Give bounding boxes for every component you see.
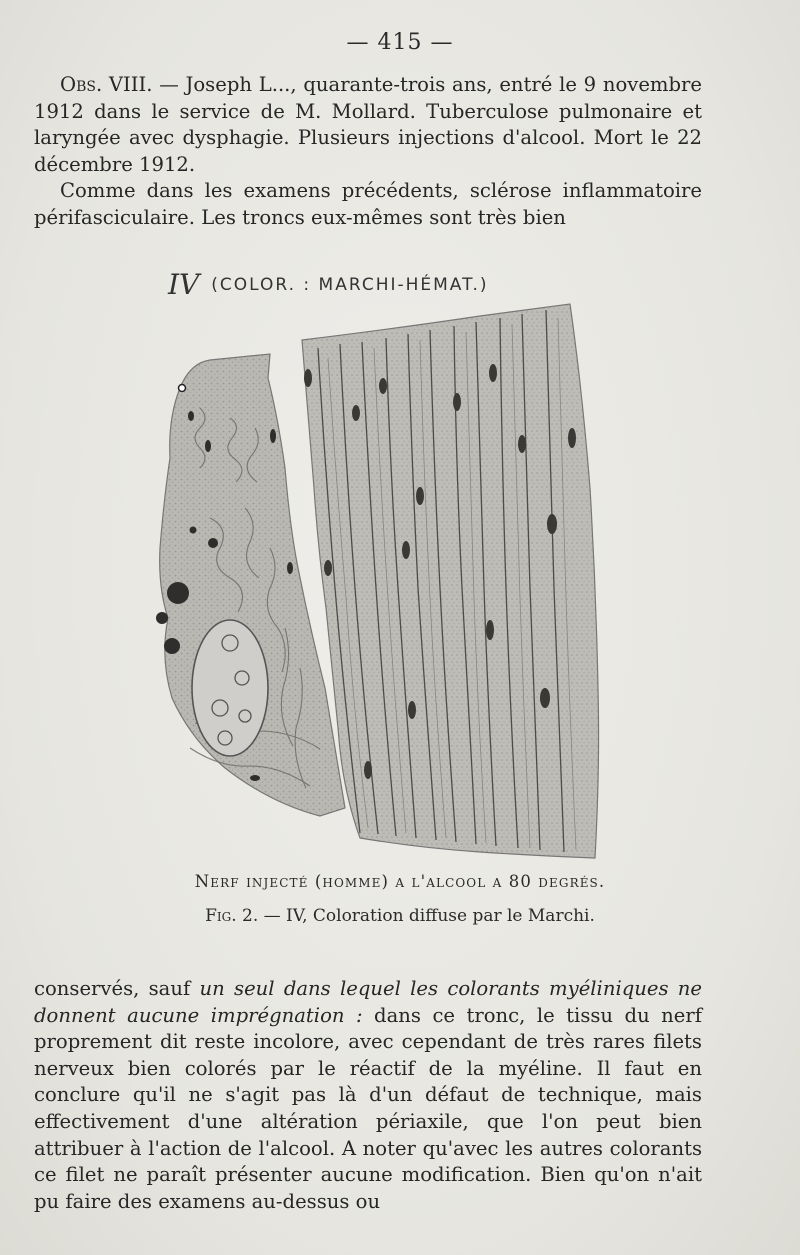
paragraph-observation <box>34 72 702 178</box>
figure-number: Fig. 2. <box>205 906 259 926</box>
paragraph-conserves-start: conservés, sauf <box>34 977 200 1000</box>
cyst-outline <box>192 620 268 756</box>
bottom-text-block <box>34 976 702 1215</box>
observation-text: — Joseph L..., quarante-trois ans, entré le 9 novembre 1912 dans le service de M. Mollard. Tuberculose pulmonaire et laryngée avec dysphagie. Plusieurs injections d'alcool. Mort le 22 décembre 1912. <box>34 73 703 176</box>
figure-caption-main: Nerf injecté (homme) a l'alcool a 80 degrés. <box>194 872 606 891</box>
figure-description: — IV, Coloration diffuse par le Marchi. <box>258 906 595 926</box>
paragraph-examens: Comme dans les examens précédents, sclérose inflammatoire périfasciculaire. Les troncs eux-mêmes sont très bien <box>34 179 702 229</box>
figure-stain-note: (COLOR. : MARCHI-HÉMAT.) <box>211 275 489 295</box>
top-text-block <box>34 72 702 232</box>
paragraph-conserves-italic: un seul dans lequel les colorants myéliniques ne donnent aucune imprégnation : <box>34 977 703 1027</box>
paragraph-conserves-rest: dans ce tronc, le tissu du nerf proprement dit reste incolore, avec cependant de très rares filets nerveux bien colorés par le réactif de la myéline. Il faut en conclure qu'il ne s'agit pas là d'un défaut de technique, mais effectivement d'une altération périaxile, que l'on peut bien attribuer à l'action de l'alcool. A noter qu'avec les autres colorants ce filet ne paraît présenter aucune modification. Bien qu'on n'ait pu faire des examens au-dessus ou <box>34 1003 703 1213</box>
page-number: — 415 — <box>346 30 454 55</box>
nerve-illustration <box>150 268 620 868</box>
histology-drawing <box>150 268 620 868</box>
observation-heading: Obs. VIII. <box>60 73 153 96</box>
paragraph-conserves <box>34 976 702 1215</box>
figure-roman-numeral: IV <box>168 268 200 301</box>
figure-caption-sub <box>0 906 800 926</box>
